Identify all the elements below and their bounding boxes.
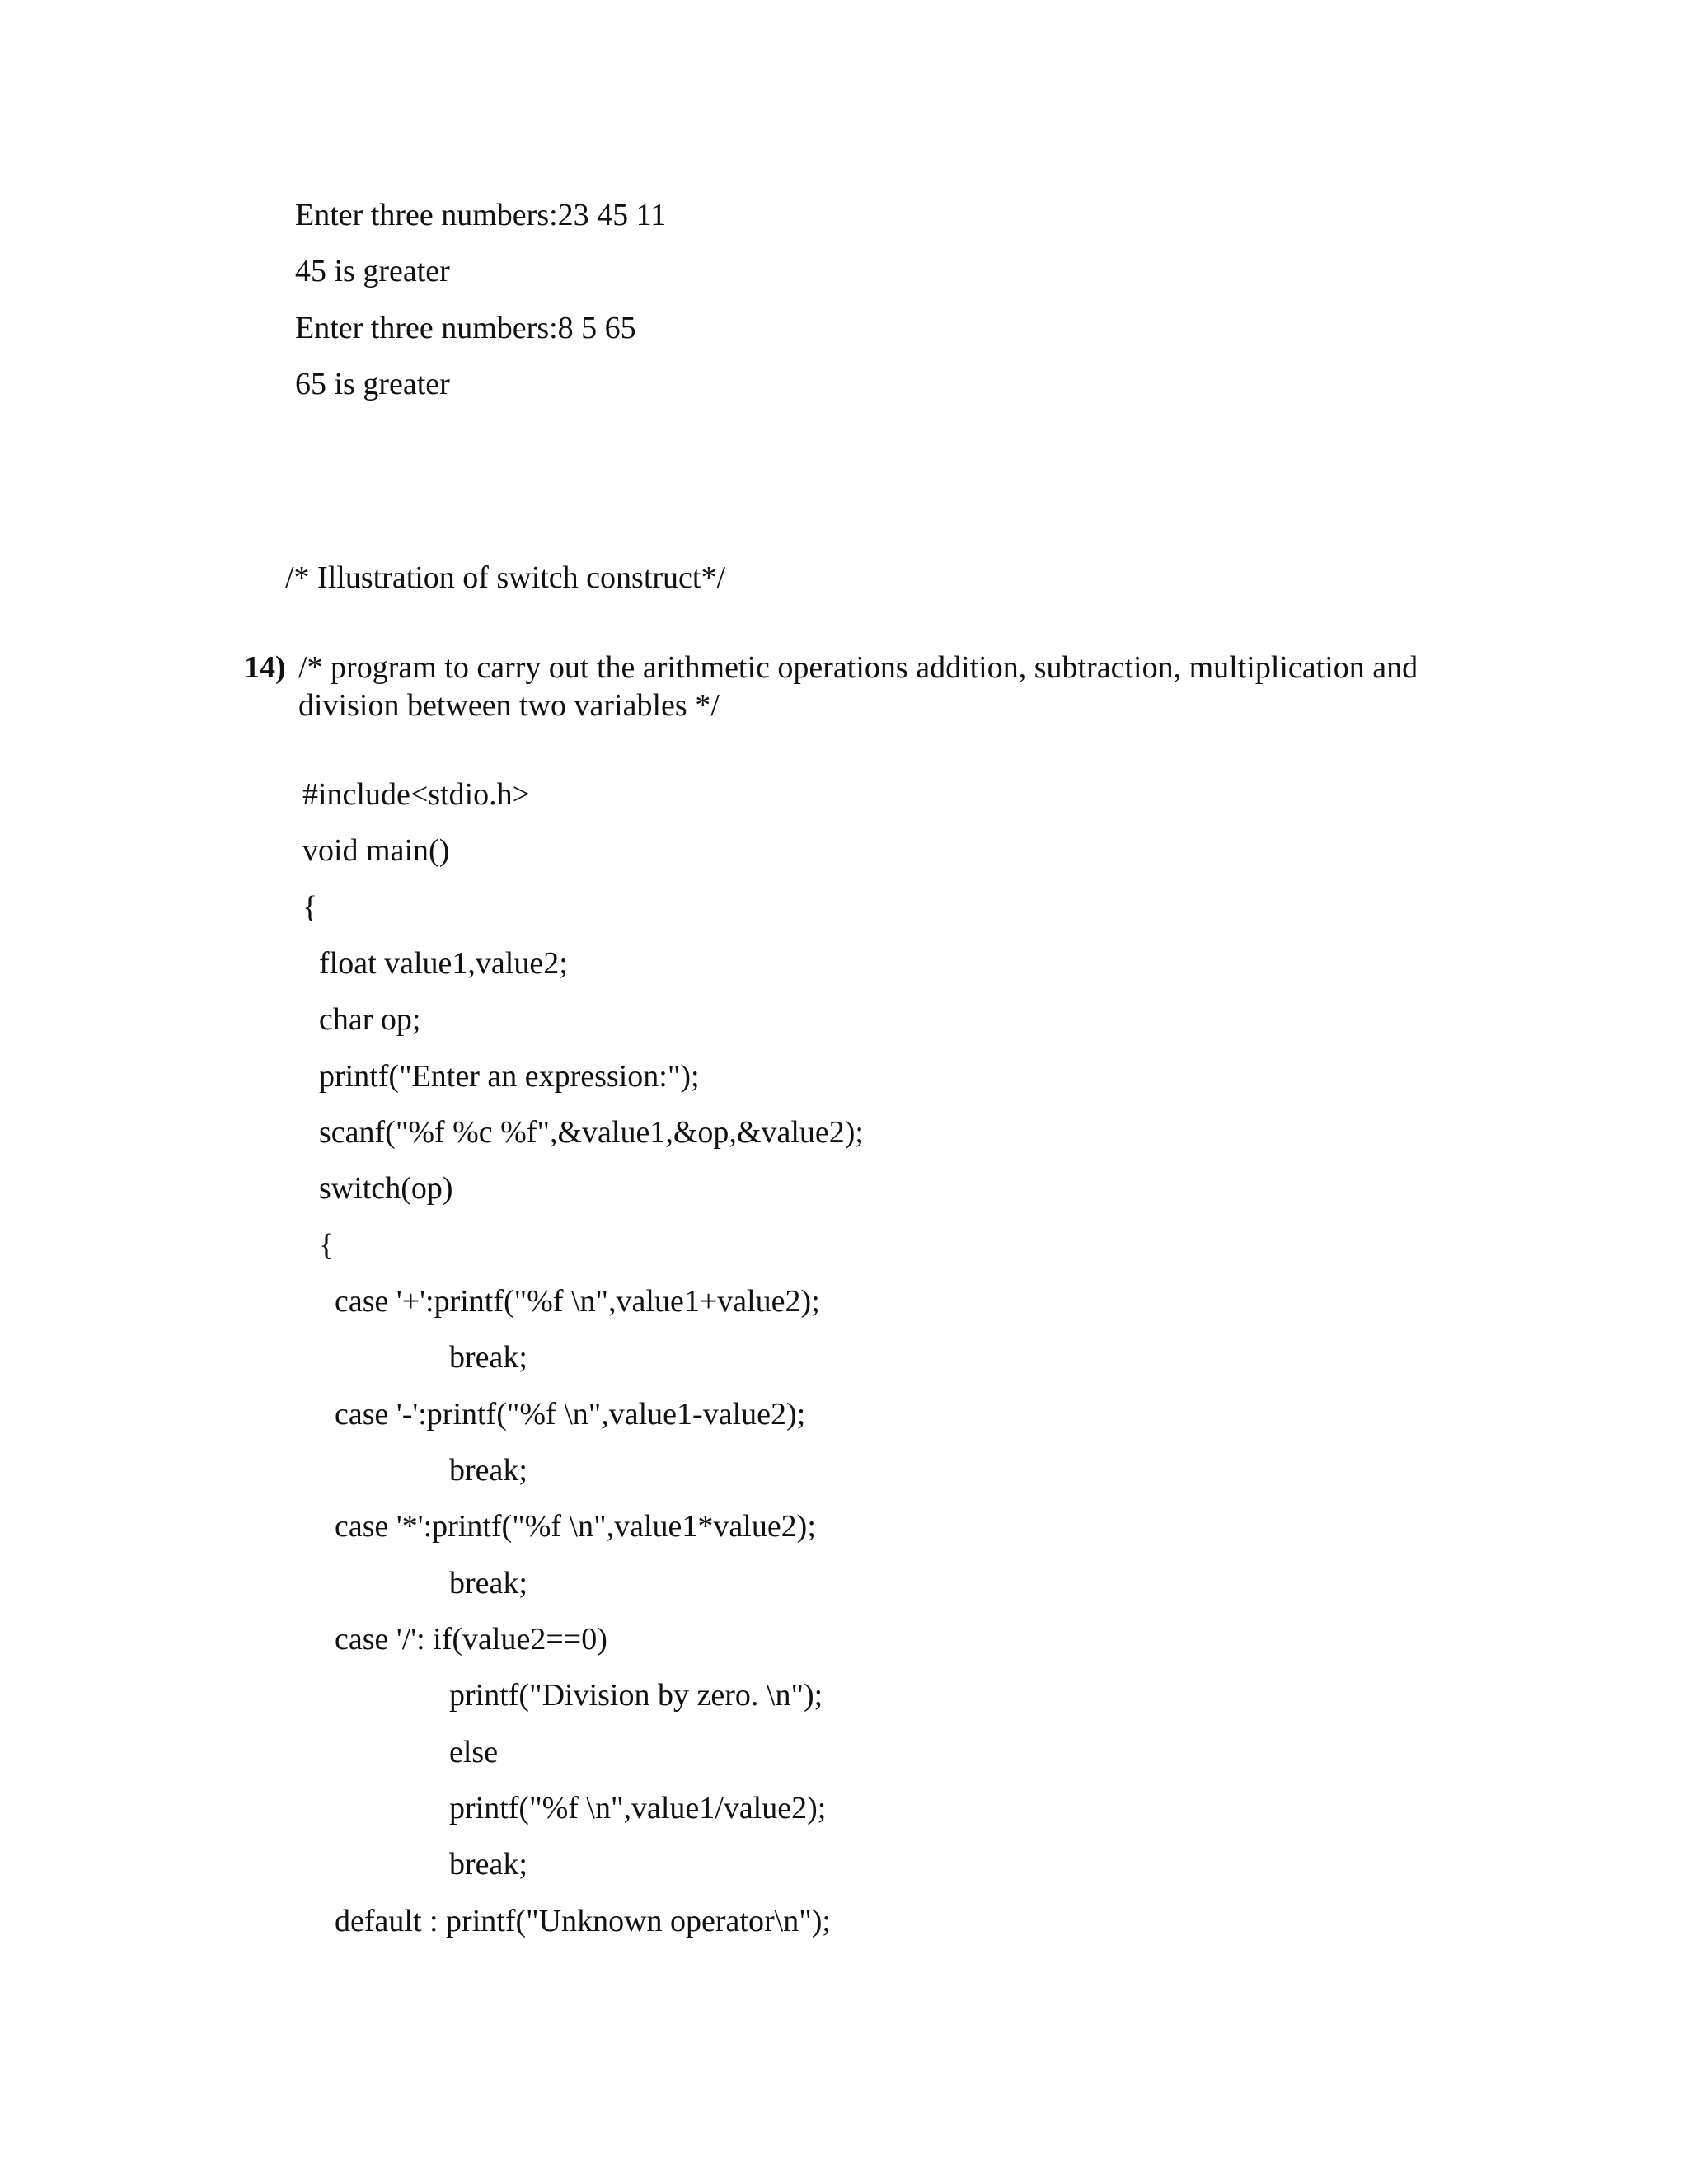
output-line: 65 is greater: [295, 367, 450, 401]
question-number: 14): [244, 650, 286, 685]
question-description: /* program to carry out the arithmetic operations addition, subtraction, multiplication and division between two variables */: [298, 650, 1418, 723]
code-line: switch(op): [319, 1171, 453, 1206]
output-line: 45 is greater: [295, 254, 450, 288]
output-line: Enter three numbers:8 5 65: [295, 311, 636, 345]
output-line: Enter three numbers:23 45 11: [295, 198, 667, 232]
code-line: break;: [449, 1847, 528, 1882]
code-line: break;: [449, 1340, 528, 1375]
code-line: float value1,value2;: [319, 946, 568, 981]
code-line: break;: [449, 1453, 528, 1488]
code-line: {: [302, 890, 318, 925]
code-line: printf("Division by zero. \n");: [449, 1678, 823, 1713]
code-line: {: [319, 1228, 335, 1263]
code-line: char op;: [319, 1002, 421, 1037]
code-line: case '+':printf("%f \n",value1+value2);: [335, 1284, 820, 1319]
code-line: #include<stdio.h>: [302, 777, 531, 812]
code-line: printf("%f \n",value1/value2);: [449, 1791, 827, 1825]
code-line: printf("Enter an expression:");: [319, 1059, 700, 1094]
code-line: void main(): [302, 833, 450, 868]
code-line: break;: [449, 1566, 528, 1601]
code-line: case '/': if(value2==0): [335, 1622, 607, 1657]
code-line: case '*':printf("%f \n",value1*value2);: [335, 1509, 816, 1544]
section-comment: /* Illustration of switch construct*/: [285, 560, 726, 595]
code-line: else: [449, 1735, 499, 1769]
code-line: scanf("%f %c %f",&value1,&op,&value2);: [319, 1115, 864, 1150]
code-line: default : printf("Unknown operator\n");: [335, 1904, 831, 1938]
code-line: case '-':printf("%f \n",value1-value2);: [335, 1397, 806, 1432]
